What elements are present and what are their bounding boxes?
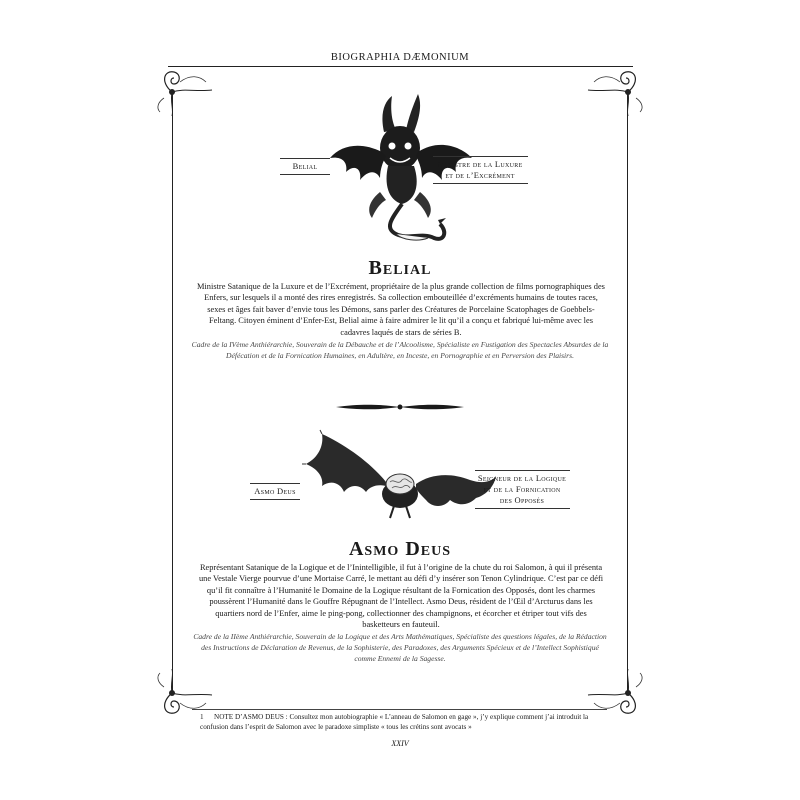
- entry2-label-right: [466, 468, 578, 511]
- entry-label-right-line2: et de l’Excrément: [445, 170, 515, 180]
- entry-title-asmo-deus: Asmo Deus: [348, 538, 451, 560]
- entry-titles-belial: Cadre de la IVème Anthiérarchie, Souverain de la Débauche et de l’Alcoolisme, Spécialiste en Fustigation des Spectacles Absurdes de la Défécation et de la Fornication Humaines, en Adultère, en Inceste, en Pornographie et en Perversion des Plaisirs.: [191, 340, 609, 360]
- entry-label-right: [424, 154, 536, 186]
- frame-right-line: [627, 92, 628, 692]
- entry2-label-right-line1: Seigneur de la Logique: [477, 473, 567, 483]
- running-header: BIOGRAPHIA DÆMONIUM: [330, 52, 470, 63]
- entry2-label-left-text: Asmo Deus: [254, 486, 296, 496]
- entry2-label-right-line2: et de la Fornication: [483, 484, 561, 494]
- divider-ornament-icon: [334, 400, 466, 414]
- entry-label-left-text: Belial: [292, 161, 318, 171]
- entry-label-left: [270, 156, 340, 177]
- page-number: XXIV: [391, 739, 409, 748]
- footnote-text: NOTE D’ASMO DEUS : Consultez mon autobiographie « L’anneau de Salomon en gage », j’y explique comment j’ai introduit la confusion dans l’esprit de Salomon avec le paradoxe simpliste « tous les crétins sont avocats »: [200, 713, 589, 731]
- entry-titles-asmo-deus: Cadre de la IIème Anthiérarchie, Souverain de la Logique et des Arts Mathématiques, Spécialiste des questions légales, de la Rédaction des Instructions de Déclaration de Revenus, de la Sophisterie, des Paradoxes, des Arguments Spécieux et de l’Intellect Sophistiqué comme Ennemi de la Sagesse.: [193, 632, 607, 663]
- entry-title-belial: Belial: [368, 257, 432, 279]
- entry2-label-left: [240, 481, 310, 502]
- ornament-top-left-icon: [150, 62, 220, 117]
- entry-body-asmo-deus: Représentant Satanique de la Logique et de l’Inintelligible, il fut à l’origine de la chute du roi Salomon, à qui il présenta une Vestale Vierge pourvue d’une Mortaise Carré, le mettant au défi d’y insérer son Tenon Cylindrique. C’est par ce défi qu’il fit connaître à l’Humanité le Domaine de la Logique résultant de la Fornication des Opposés, dont les charmes poussèrent l’Humanité dans le Gouffre Répugnant de l’Intellect. Asmo Deus, résident de l’Œil d’Arcturus dans les quartiers nord de l’Enfer, aime le ping-pong, collectionner des champignons, et écorcher et étriper tout vifs des basketteurs en fauteuil.: [198, 563, 604, 630]
- header-rule: [168, 66, 633, 67]
- ornament-top-right-icon: [580, 62, 650, 117]
- footnote: [200, 712, 605, 732]
- footnote-rule: [192, 709, 607, 710]
- entry-label-right-line1: Ministre de la Luxure: [437, 159, 523, 169]
- entry2-label-right-line3: des Opposés: [499, 495, 545, 505]
- entry-body-belial: Ministre Satanique de la Luxure et de l’Excrément, propriétaire de la plus grande collection de films pornographiques des Enfers, sur lesquels il a monté des rires enregistrés. Sa collection embouteillée d’excréments humains de toutes races, sexes et âges fait baver d’envie tous les Démons, sans parler des Créatures de Porcelaine Scatophages de Goebbels-Feltang. Citoyen éminent d’Enfer-Est, Belial aime à faire admirer le lit qu’il a conçu et fabriqué lui-même avec les cadavres laqués de stars de séries B.: [197, 282, 605, 337]
- frame-left-line: [172, 92, 173, 692]
- footnote-number: 1: [200, 713, 204, 721]
